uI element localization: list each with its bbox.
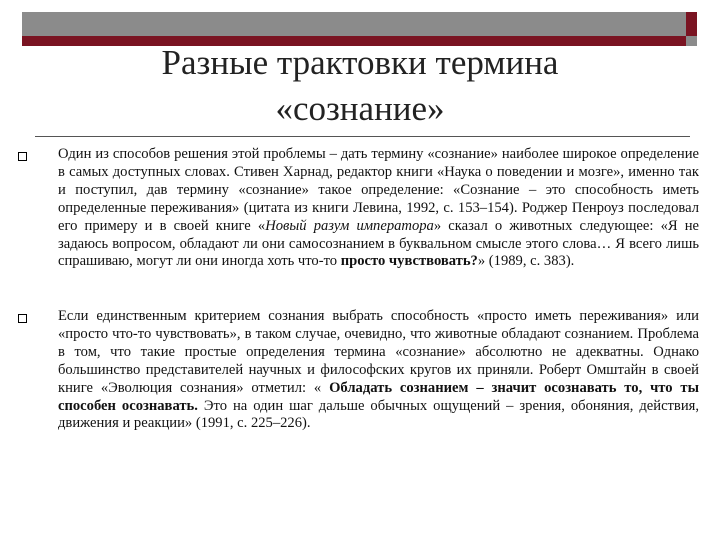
slide-title xyxy=(60,40,660,132)
bold-quote: просто чувствовать? xyxy=(340,253,478,270)
bullet-marker-icon xyxy=(18,152,27,161)
bold-quote: Обладать сознанием – значит осознавать то, что ты способен осознавать. xyxy=(58,379,699,414)
paragraph-text: Это на один шаг дальше обычных ощущений – зрения, обоняния, действия, движения и реакции» (1991, с. 225–226). xyxy=(58,397,699,432)
header-gray-band xyxy=(22,12,686,38)
title-divider xyxy=(35,136,690,137)
slide-title-line-2: «сознание» xyxy=(275,89,445,128)
paragraph-text: Один из способов решения этой проблемы – дать термину «сознание» наиболее широкое определение в самых доступных словах. Стивен Харнад, редактор книги «Наука о поведении и мозге», именно так и поступил, дав термину «сознание» такое определение: «Сознание – это способность иметь определенные переживания» (цитата из книги Левина, 1992, с. 153–154). Роджер Пенроуз последовал его примеру и в своей книге « xyxy=(58,146,699,234)
slide-title-line-1: Разные трактовки термина xyxy=(161,43,559,82)
bullet-paragraph-2 xyxy=(58,308,699,433)
bullet-marker-icon xyxy=(18,314,27,323)
header-corner-square xyxy=(686,12,697,38)
paragraph-text: » (1989, с. 383). xyxy=(477,253,575,270)
paragraph-text: Если единственным критерием сознания выбрать способность «просто иметь переживания» или «просто что-то чувствовать», в таком случае, очевидно, что животные обладают сознанием. Проблема в том, что такие простые определения термина «сознание» абсолютно не адекватны. Однако большинство представителей научных и философских кругов их приняли. Роберт Омштайн в своей книге «Эволюция сознания» отметил: « xyxy=(58,308,699,396)
header-corner-square-lower xyxy=(686,36,697,46)
paragraph-text: » сказал о животных следующее: «Я не задаюсь вопросом, обладают ли они самосознанием в буквальном смысле этого слова… Я всего лишь спрашиваю, могут ли они иногда хоть что-то xyxy=(58,217,700,270)
bullet-paragraph-1 xyxy=(58,146,699,271)
book-title-italic: Новый разум императора xyxy=(265,217,434,234)
header-decoration-bar xyxy=(22,12,697,38)
